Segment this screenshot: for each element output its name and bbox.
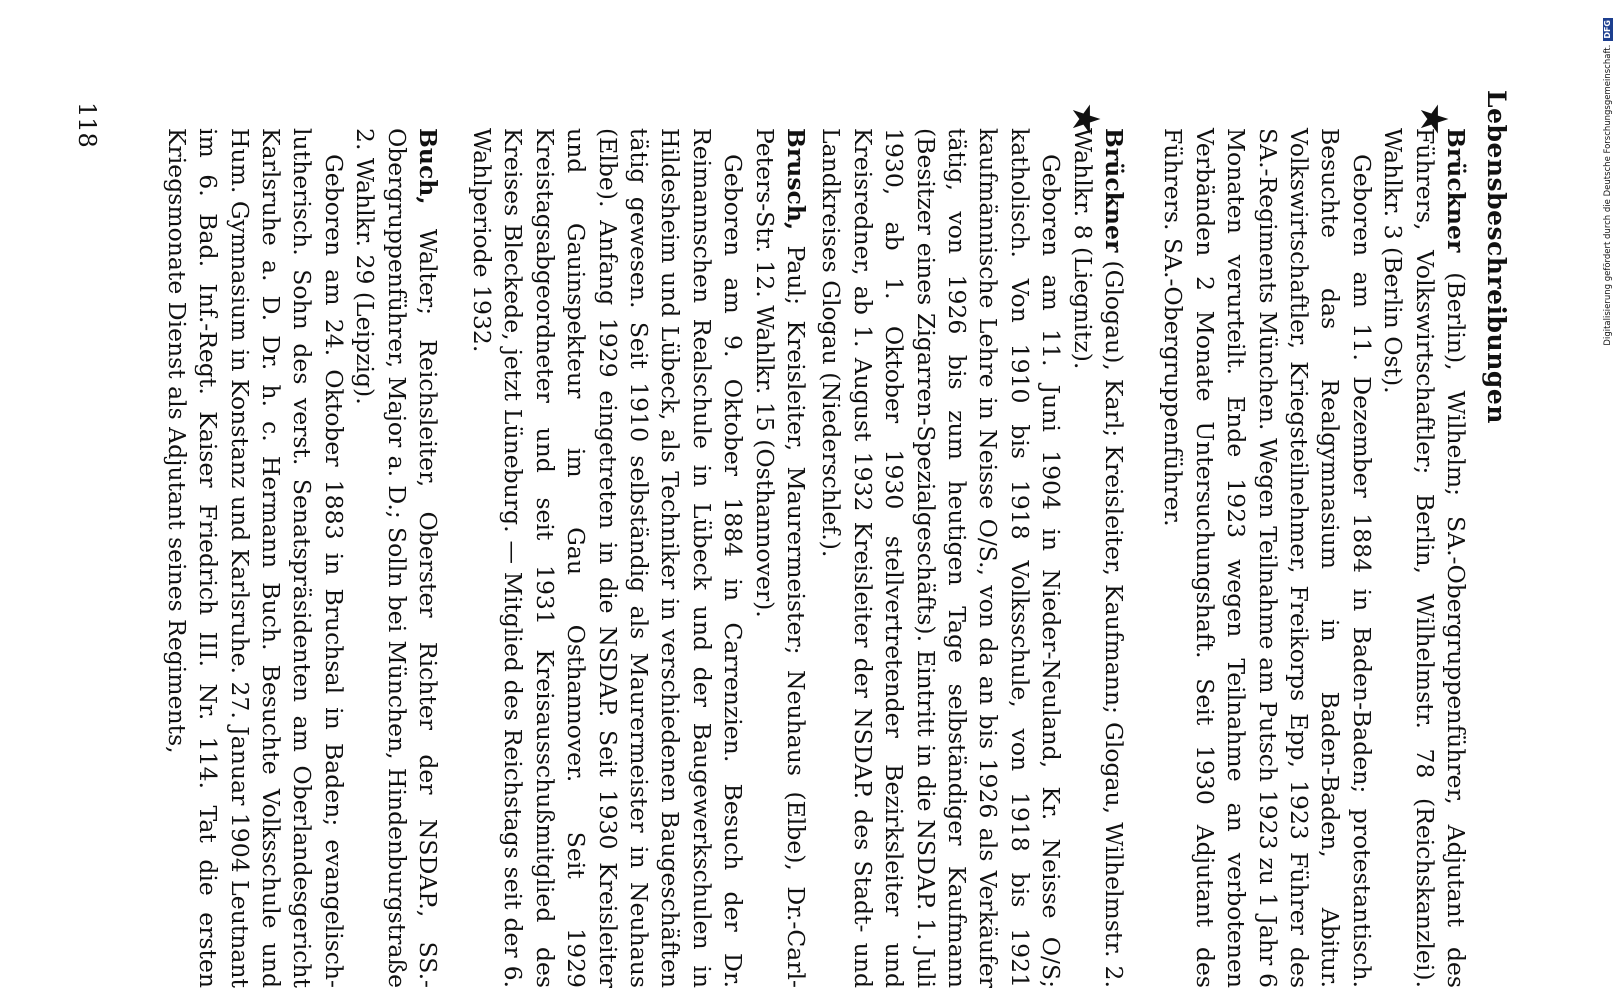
- page-title: Lebensbeschreibungen: [1482, 90, 1511, 424]
- star-marker: ★: [1064, 102, 1108, 137]
- entry-name: Buch,: [414, 128, 442, 205]
- entry-body: Geboren am 11. Juni 1904 in Nieder-Neuland, Kr. Neisse O/S; katholisch. Von 1910 bis 1918 Volksschule, von 1918 bis 1921 kaufmännische Lehre in Neisse O/S., von da an bis 1926 als Verkäufer tätig, von 1926 bis zum heutigen Tage selbständiger Kaufmann (Besitzer eines Zigarren-Spezialgeschäfts). Eintritt in die NSDAP. 1. Juli 1930, ab 1. Oktober 1930 stellvertretender Bezirksleiter und Kreisredner, ab 1. August 1932 Kreisleiter der NSDAP. des Stadt- und Landkreises Glogau (Niederschlef.).: [817, 128, 1066, 988]
- entry-brusch-paul: [466, 128, 811, 988]
- entry-brueckner-karl: [815, 128, 1129, 988]
- entry-brueckner-wilhelm: [1157, 128, 1471, 988]
- entry-body: Geboren am 9. Oktober 1884 in Carrenzien. Besuch der Dr. Reimannschen Realschule in Lübeck und der Baugewerkschulen in Hildesheim und Lübeck, als Techniker in verschiedenen Baugeschäften tätig gewesen. Seit 1910 selbständig als Maurermeister in Neuhaus (Elbe). Anfang 1929 eingetreten in die NSDAP. Seit 1930 Kreisleiter und Gauinspekteur im Gau Osthannover. Seit 1929 Kreistagsabgeordneter und seit 1931 Kreisausschußmitglied des Kreises Bleckede, jetzt Lüneburg. — Mitglied des Reichstags seit der 6. Wahlperiode 1932.: [467, 128, 748, 988]
- page-number: 118: [73, 102, 101, 148]
- entry-head: Paul; Kreisleiter, Maurermeister; Neuhaus (Elbe), Dr.-Carl-Peters-Str. 12. Wahlkr. 15 (Osthannover).: [750, 128, 810, 988]
- entry-name: Brückner: [1442, 128, 1470, 253]
- entry-head: (Berlin), Wilhelm; SA.-Obergruppenführer, Adjutant des Führers, Volkswirtschaftler; Berlin, Wilhelmstr. 78 (Reichskanzlei). Wahlkr. 3 (Berlin Ost).: [1379, 128, 1470, 988]
- digitization-footer: [1603, 0, 1613, 1000]
- dfg-logo: DFG: [1603, 20, 1612, 39]
- footer-text: Digitalisierung gefördert durch die Deutsche Forschungsgemeinschaft.: [1603, 44, 1613, 346]
- entry-body: Geboren am 24. Oktober 1883 in Bruchsal in Baden; evangelisch-lutherisch. Sohn des verst. Senatspräsidenten am Oberlandesgericht Karlsruhe a. D. Dr. h. c. Hermann Buch. Besuchte Volksschule und Hum. Gymnasium in Konstanz und Karlsruhe. 27. Januar 1904 Leutnant im 6. Bad. Inf.-Regt. Kaiser Friedrich III. Nr. 114. Tat die ersten Kriegsmonate Dienst als Adjutant seines Regiments,: [162, 128, 348, 988]
- entry-head: (Glogau), Karl; Kreisleiter, Kaufmann; Glogau, Wilhelmstr. 2. Wahlkr. 8 (Liegnitz).: [1068, 128, 1128, 988]
- star-marker: ★: [1412, 102, 1456, 137]
- entry-head: Walter; Reichsleiter, Oberster Richter der NSDAP., SS.-Obergruppenführer, Major a. D.; Solln bei München, Hindenburgstraße 2. Wahlkr. 29 (Leipzig).: [351, 128, 442, 988]
- entry-body: Geboren am 11. Dezember 1884 in Baden-Baden; protestantisch. Besuchte das Realgymnasium in Baden-Baden, Abitur. Volkswirtschaftler, Kriegsteilnehmer, Freikorps Epp, 1923 Führer des SA.-Regiments München. Wegen Teilnahme am Putsch 1923 zu 1 Jahr 6 Monaten verurteilt. Ende 1923 wegen Teilnahme an verbotenen Verbänden 2 Monate Untersuchungshaft. Seit 1930 Adjutant des Führers. SA.-Obergruppenführer.: [1159, 128, 1376, 988]
- entry-name: Brückner: [1100, 128, 1128, 253]
- entry-name: Brusch,: [782, 128, 810, 231]
- entry-buch-walter: [160, 128, 443, 988]
